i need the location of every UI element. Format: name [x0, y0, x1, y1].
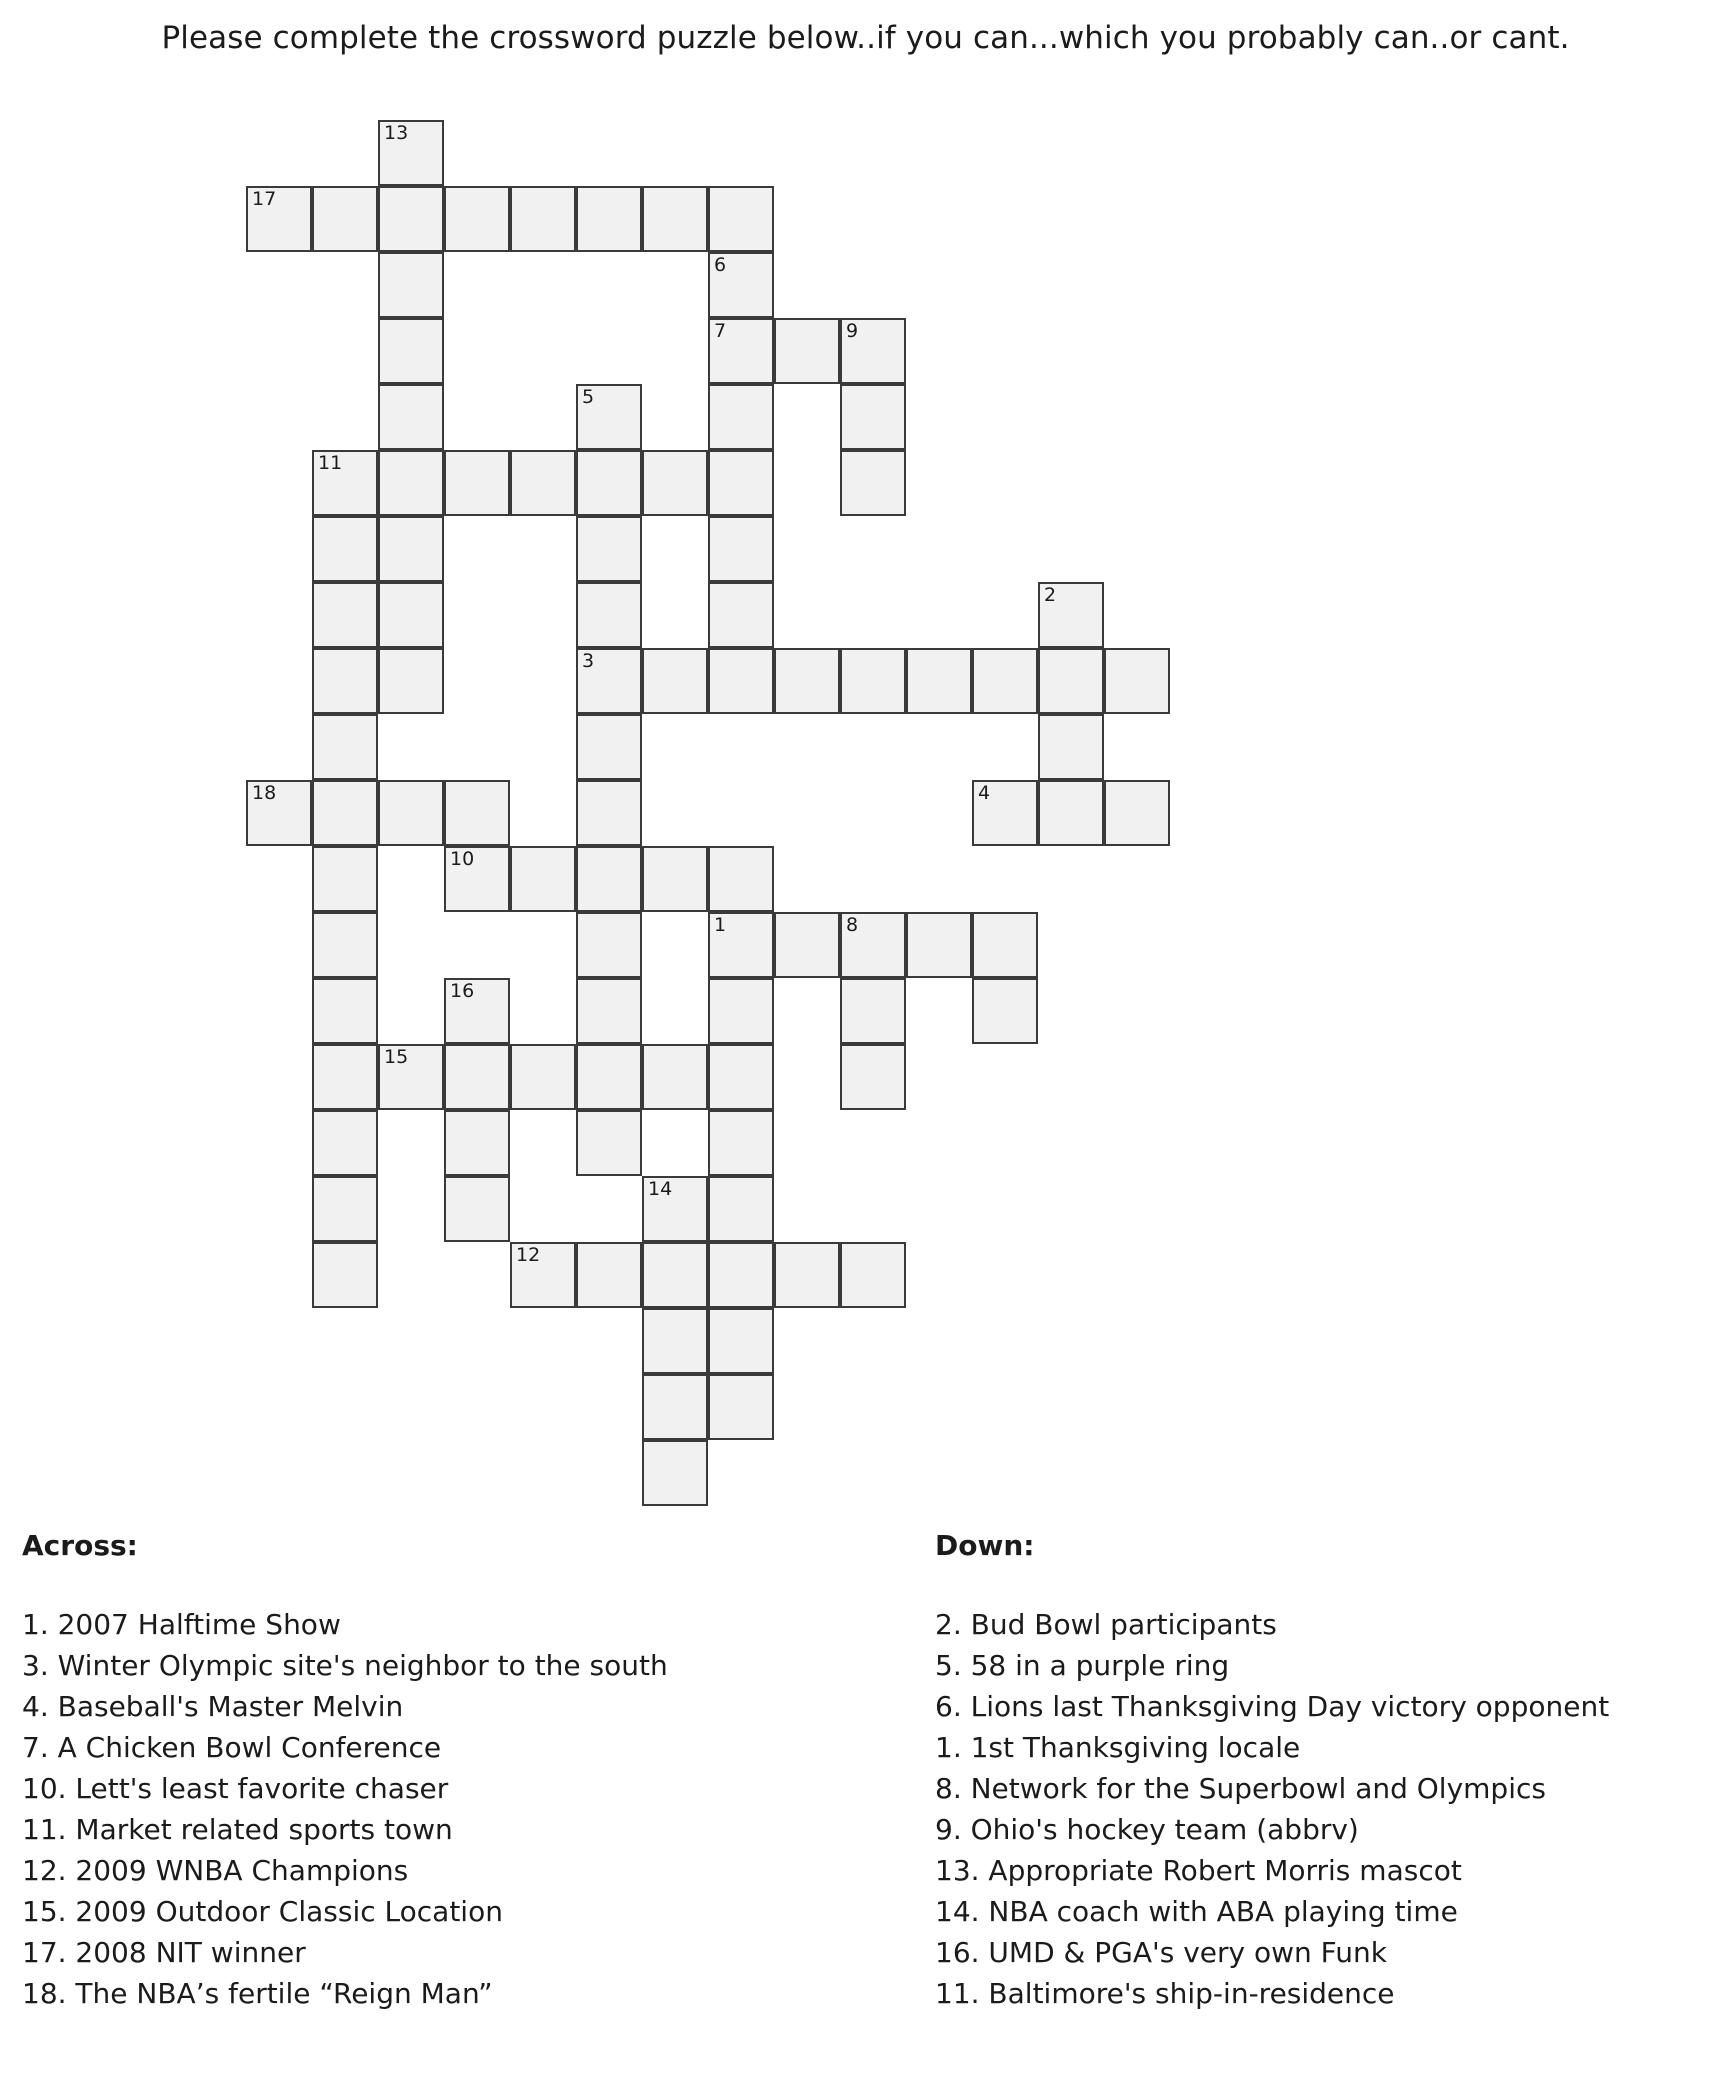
cell-number: 12	[516, 1244, 541, 1266]
crossword-cell[interactable]	[378, 318, 444, 384]
crossword-cell[interactable]	[708, 1308, 774, 1374]
crossword-cell[interactable]	[972, 978, 1038, 1044]
crossword-cell[interactable]	[840, 978, 906, 1044]
crossword-cell[interactable]	[378, 252, 444, 318]
crossword-cell[interactable]	[642, 1308, 708, 1374]
crossword-cell[interactable]	[840, 1044, 906, 1110]
crossword-cell[interactable]	[312, 1176, 378, 1242]
crossword-cell[interactable]	[444, 450, 510, 516]
clue-item: 15. 2009 Outdoor Classic Location	[22, 1895, 503, 1928]
crossword-cell[interactable]	[576, 780, 642, 846]
cell-number: 1	[714, 914, 727, 936]
cell-number: 17	[252, 188, 277, 210]
crossword-cell[interactable]	[840, 1242, 906, 1308]
crossword-cell[interactable]	[378, 450, 444, 516]
clue-item: 14. NBA coach with ABA playing time	[935, 1895, 1458, 1928]
crossword-cell[interactable]	[774, 318, 840, 384]
crossword-cell[interactable]	[708, 1044, 774, 1110]
crossword-cell[interactable]	[840, 384, 906, 450]
crossword-cell[interactable]	[510, 846, 576, 912]
crossword-cell[interactable]	[774, 1242, 840, 1308]
clue-item: 10. Lett's least favorite chaser	[22, 1772, 449, 1805]
crossword-cell[interactable]	[576, 582, 642, 648]
across-clue-list	[22, 1604, 722, 2014]
crossword-cell[interactable]	[708, 1176, 774, 1242]
crossword-cell[interactable]	[1038, 582, 1104, 648]
crossword-cell[interactable]	[312, 648, 378, 714]
crossword-cell[interactable]	[378, 120, 444, 186]
crossword-cell[interactable]	[708, 648, 774, 714]
crossword-cell[interactable]	[642, 186, 708, 252]
crossword-cell[interactable]	[444, 846, 510, 912]
crossword-cell[interactable]	[312, 978, 378, 1044]
cell-number: 14	[648, 1178, 673, 1200]
crossword-cell[interactable]	[378, 1044, 444, 1110]
clue-item: 8. Network for the Superbowl and Olympics	[935, 1772, 1546, 1805]
cell-number: 7	[714, 320, 727, 342]
cell-number: 13	[384, 122, 409, 144]
crossword-cell[interactable]	[708, 384, 774, 450]
crossword-cell[interactable]	[444, 1044, 510, 1110]
crossword-cell[interactable]	[1038, 780, 1104, 846]
cell-number: 16	[450, 980, 475, 1002]
cell-number: 2	[1044, 584, 1057, 606]
crossword-cell[interactable]	[708, 252, 774, 318]
clues-section	[0, 1525, 1731, 2083]
crossword-cell[interactable]	[312, 582, 378, 648]
cell-number: 6	[714, 254, 727, 276]
crossword-cell[interactable]	[642, 1242, 708, 1308]
crossword-cell[interactable]	[840, 912, 906, 978]
crossword-cell[interactable]	[1104, 780, 1170, 846]
crossword-cell[interactable]	[312, 1044, 378, 1110]
clue-item: 7. A Chicken Bowl Conference	[22, 1731, 442, 1764]
crossword-cell[interactable]	[708, 318, 774, 384]
crossword-cell[interactable]	[444, 1110, 510, 1176]
crossword-cell[interactable]	[642, 648, 708, 714]
clue-item: 16. UMD & PGA's very own Funk	[935, 1936, 1387, 1969]
crossword-cell[interactable]	[378, 516, 444, 582]
crossword-cell[interactable]	[444, 780, 510, 846]
crossword-cell[interactable]	[576, 648, 642, 714]
crossword-cell[interactable]	[708, 846, 774, 912]
clue-item: 12. 2009 WNBA Champions	[22, 1854, 409, 1887]
clue-item: 1. 1st Thanksgiving locale	[935, 1731, 1301, 1764]
crossword-cell[interactable]	[576, 714, 642, 780]
crossword-cell[interactable]	[444, 978, 510, 1044]
crossword-cell[interactable]	[708, 978, 774, 1044]
crossword-cell[interactable]	[510, 186, 576, 252]
crossword-cell[interactable]	[246, 186, 312, 252]
cell-number: 10	[450, 848, 475, 870]
crossword-cell[interactable]	[312, 186, 378, 252]
cell-number: 4	[978, 782, 991, 804]
clue-item: 5. 58 in a purple ring	[935, 1649, 1230, 1682]
crossword-cell[interactable]	[576, 450, 642, 516]
cell-number: 3	[582, 650, 595, 672]
clue-item: 13. Appropriate Robert Morris mascot	[935, 1854, 1462, 1887]
crossword-cell[interactable]	[576, 186, 642, 252]
crossword-cell[interactable]	[906, 648, 972, 714]
crossword-cell[interactable]	[1038, 648, 1104, 714]
crossword-cell[interactable]	[972, 912, 1038, 978]
crossword-cell[interactable]	[576, 1242, 642, 1308]
crossword-cell[interactable]	[378, 648, 444, 714]
crossword-cell[interactable]	[510, 1242, 576, 1308]
crossword-cell[interactable]	[312, 714, 378, 780]
crossword-cell[interactable]	[576, 1044, 642, 1110]
crossword-cell[interactable]	[312, 516, 378, 582]
crossword-cell[interactable]	[972, 648, 1038, 714]
crossword-cell[interactable]	[708, 912, 774, 978]
crossword-cell[interactable]	[510, 450, 576, 516]
crossword-cell[interactable]	[642, 450, 708, 516]
crossword-cell[interactable]	[312, 846, 378, 912]
crossword-cell[interactable]	[708, 1110, 774, 1176]
crossword-cell[interactable]	[774, 648, 840, 714]
crossword-cell[interactable]	[378, 186, 444, 252]
across-heading: Across:	[22, 1529, 138, 1562]
crossword-cell[interactable]	[840, 318, 906, 384]
crossword-grid	[0, 58, 1731, 1266]
crossword-cell[interactable]	[708, 186, 774, 252]
cell-number: 9	[846, 320, 859, 342]
clue-item: 11. Baltimore's ship-in-residence	[935, 1977, 1395, 2010]
crossword-cell[interactable]	[444, 1176, 510, 1242]
down-column	[935, 1525, 1725, 2014]
clue-item: 2. Bud Bowl participants	[935, 1608, 1277, 1641]
crossword-cell[interactable]	[642, 1440, 708, 1506]
crossword-cell[interactable]	[312, 1242, 378, 1308]
crossword-cell[interactable]	[576, 978, 642, 1044]
crossword-cell[interactable]	[642, 1044, 708, 1110]
clue-item: 6. Lions last Thanksgiving Day victory opponent	[935, 1690, 1610, 1723]
crossword-cell[interactable]	[708, 582, 774, 648]
crossword-cell[interactable]	[246, 780, 312, 846]
crossword-cell[interactable]	[312, 912, 378, 978]
clue-item: 3. Winter Olympic site's neighbor to the south	[22, 1649, 668, 1682]
crossword-cell[interactable]	[774, 912, 840, 978]
crossword-cell[interactable]	[708, 516, 774, 582]
crossword-cell[interactable]	[1104, 648, 1170, 714]
crossword-cell[interactable]	[576, 1110, 642, 1176]
crossword-cell[interactable]	[576, 516, 642, 582]
cell-number: 15	[384, 1046, 409, 1068]
page-title: Please complete the crossword puzzle below..if you can...which you probably can..or cant.	[161, 20, 1570, 56]
clue-item: 11. Market related sports town	[22, 1813, 453, 1846]
crossword-cell[interactable]	[642, 846, 708, 912]
crossword-cell[interactable]	[312, 450, 378, 516]
crossword-cell[interactable]	[642, 1176, 708, 1242]
cell-number: 5	[582, 386, 595, 408]
crossword-cell[interactable]	[840, 450, 906, 516]
crossword-cell[interactable]	[378, 384, 444, 450]
crossword-cell[interactable]	[1038, 714, 1104, 780]
crossword-cell[interactable]	[510, 1044, 576, 1110]
across-column	[22, 1525, 722, 2014]
crossword-cell[interactable]	[906, 912, 972, 978]
cell-number: 8	[846, 914, 859, 936]
cell-number: 18	[252, 782, 277, 804]
crossword-cell[interactable]	[576, 384, 642, 450]
crossword-cell[interactable]	[312, 1110, 378, 1176]
clue-item: 1. 2007 Halftime Show	[22, 1608, 341, 1641]
crossword-cell[interactable]	[576, 846, 642, 912]
clue-item: 4. Baseball's Master Melvin	[22, 1690, 404, 1723]
clue-item: 17. 2008 NIT winner	[22, 1936, 306, 1969]
crossword-cell[interactable]	[576, 912, 642, 978]
clue-item: 9. Ohio's hockey team (abbrv)	[935, 1813, 1359, 1846]
crossword-cell[interactable]	[444, 186, 510, 252]
down-clue-list	[935, 1604, 1725, 2014]
crossword-cell[interactable]	[708, 1242, 774, 1308]
crossword-cell[interactable]	[972, 780, 1038, 846]
crossword-cell[interactable]	[840, 648, 906, 714]
crossword-cell[interactable]	[642, 1374, 708, 1440]
crossword-cell[interactable]	[708, 1374, 774, 1440]
cell-number: 11	[318, 452, 343, 474]
crossword-cell[interactable]	[312, 780, 378, 846]
down-heading: Down:	[935, 1529, 1035, 1562]
crossword-cell[interactable]	[378, 780, 444, 846]
crossword-cell[interactable]	[708, 450, 774, 516]
clue-item: 18. The NBA’s fertile “Reign Man”	[22, 1977, 493, 2010]
crossword-cell[interactable]	[378, 582, 444, 648]
